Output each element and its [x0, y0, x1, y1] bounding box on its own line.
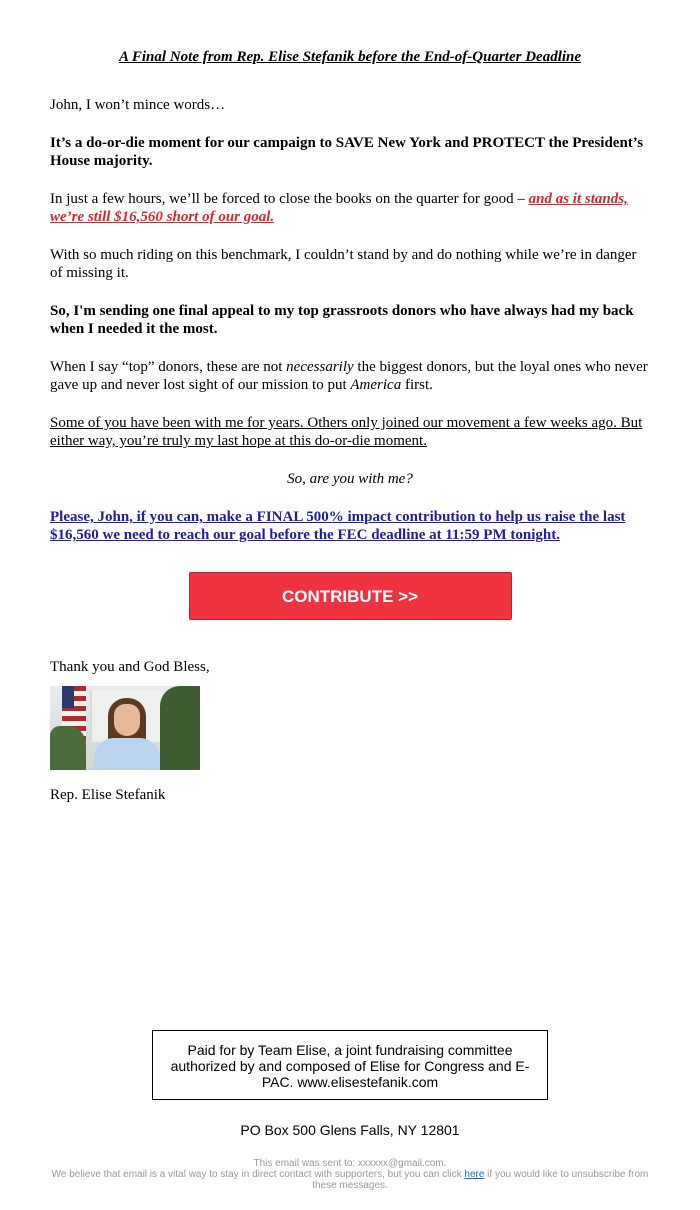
text-fragment: the biggest donors, but the loyal ones who never gave up and never lost sight of our mission to put: [50, 359, 648, 393]
paid-for-disclaimer: Paid for by Team Elise, a joint fundraising committee authorized by and composed of Elise for Congress and E-PAC. www.elisestefanik.com: [152, 1030, 548, 1100]
signoff: Thank you and God Bless,: [50, 659, 210, 675]
paragraph-supporters: Some of you have been with me for years. Others only joined our movement a few weeks ago. But either way, you’re truly my last hope at this do-or-die moment.: [50, 415, 643, 449]
unsubscribe-text: We believe that email is a vital way to stay in direct contact with supporters, but you can click: [51, 1169, 465, 1180]
unsubscribe-link[interactable]: here: [464, 1169, 485, 1180]
sent-to-line: This email was sent to: xxxxxx@gmail.com.: [253, 1158, 447, 1169]
text-fragment: first.: [401, 377, 433, 393]
cta-wrapper: [50, 572, 650, 620]
paragraph-top-donors: [50, 358, 650, 394]
text-fragment-italic: America: [350, 377, 402, 393]
email-headline: A Final Note from Rep. Elise Stefanik before the End-of-Quarter Deadline: [118, 49, 582, 65]
photo-tree-left: [50, 726, 86, 770]
photo-face: [114, 704, 140, 736]
paragraph-deadline-text: In just a few hours, we’ll be forced to close the books on the quarter for good –: [50, 191, 529, 207]
photo-flag-canton: [62, 686, 74, 708]
photo-shirt: [94, 738, 160, 770]
email-body: [50, 0, 650, 804]
paragraph-ask: [50, 508, 650, 544]
paragraph-benchmark: With so much riding on this benchmark, I couldn’t stand by and do nothing while we’re in danger of missing it.: [50, 247, 637, 281]
signature: Rep. Elise Stefanik: [50, 787, 166, 803]
paragraph-appeal: So, I'm sending one final appeal to my top grassroots donors who have always had my back when I needed it the most.: [50, 303, 634, 337]
photo-tree-right: [160, 686, 200, 770]
mailing-address: PO Box 500 Glens Falls, NY 12801: [240, 1122, 460, 1138]
candidate-photo: [50, 686, 200, 770]
unsubscribe-notice: [40, 1158, 660, 1191]
contribution-ask-link[interactable]: Please, John, if you can, make a FINAL 500% impact contribution to help us raise the last $16,560 we need to reach our goal before the FEC deadline at 11:59 PM tonight.: [50, 509, 626, 543]
contribute-button[interactable]: CONTRIBUTE >>: [189, 572, 512, 620]
text-fragment-italic: necessarily: [286, 359, 354, 375]
paragraph-deadline: [50, 190, 650, 226]
unsubscribe-line: [40, 1169, 660, 1191]
unsubscribe-text: if you would like to unsubscribe from these messages.: [312, 1169, 649, 1191]
paragraph-question: So, are you with me?: [287, 471, 413, 487]
shortfall-link[interactable]: and as it stands, we’re still $16,560 short of our goal.: [50, 191, 628, 225]
text-fragment: When I say “top” donors, these are not: [50, 359, 287, 375]
greeting: John, I won’t mince words…: [50, 97, 226, 113]
paragraph-urgency: It’s a do-or-die moment for our campaign to SAVE New York and PROTECT the President’s House majority.: [50, 135, 644, 169]
